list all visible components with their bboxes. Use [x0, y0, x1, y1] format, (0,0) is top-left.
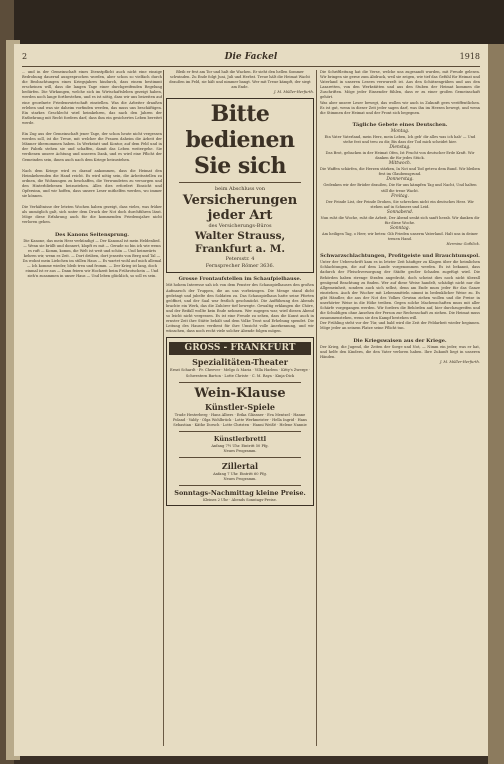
- theater-title: Spezialitäten-Theater: [192, 357, 288, 368]
- article-text: Der Krieg, die Jugend, die Zeiten der Sorge und Not, — Nimm ein jeder, was er hat, und helfe den Kindern, die den Vater verloren haben. Ihre Zukunft liegt in unseren Händen.: [320, 344, 480, 359]
- page-year: 1918: [459, 52, 480, 61]
- poem-text: Bleib er fest am Tor und halt die Wachen. Er sieht den hellen Sommer schwinden. Zu Ende folgt Juni, Juli und Herbst. Treue hält die Heimat Wacht draußen im Feld, sie hält und nimmer bangt. Wer mit Treue kämpft, der siegt am Ende.: [169, 70, 311, 90]
- zillertal-title: Zillertal: [221, 461, 259, 472]
- weinklause-title: Wein-Klause: [194, 385, 286, 401]
- article-title: Schwarzschlachtungen, Profitgeiste und Brauchtumspol.: [320, 253, 480, 260]
- kuenstlerbrettl-sub: Neues Programm.: [223, 448, 257, 453]
- ad-company-name: Walter Strauss, Frankfurt a. M.: [194, 230, 286, 256]
- prayer-day: Mittwoch.: [388, 161, 412, 167]
- insurance-ad: [166, 98, 314, 273]
- poem-text: Die Kanone, das mein Herz verkündigt — Der Kanonal ist mein Heldenlied. — Wenn sie brüllt und donnert, klopft es mit — Gerade so bin ich wie wenn es ruft — Komm, komm, die Welt ist weit und schön — Und heimwärts kehren wir, wenn es Zeit. — Dort drüben, dort jenseits von Berg und Tal — Da wohnt mein Liebchen im stillen Haus — Es wartet wohl auf mich allemal — Ich komme wieder, bleib treu und fromm. — Der Krieg ist lang, doch einmal ist er aus — Dann feiern wir Hochzeit beim Frührotschein — Und zieh'n zusammen in unser Haus — Und leben glücklich, so soll es sein.: [22, 238, 162, 279]
- author-signature: J. M. Müller-Herfurth.: [439, 359, 480, 364]
- prayer-day: Donnerstag.: [386, 177, 414, 183]
- prayer-text: Am heiligen Tag, o Herr, wir beten: Gib Frieden unserm Vaterland. Halt uns in deiner treuen Hand.: [322, 231, 478, 242]
- column-left: [22, 70, 162, 750]
- prayer-day: Sonntag.: [390, 225, 410, 231]
- zillertal-sub: Neues Programm.: [223, 477, 257, 482]
- zillertal-info: Anfang 7 Uhr. Eintritt 60 Pfg.: [213, 472, 267, 477]
- prayer-day: Sonnabend.: [386, 209, 414, 215]
- ad-headline: Bitte bedienen Sie sich: [185, 101, 295, 180]
- ad-text: des Versicherungs-Büros: [208, 223, 272, 230]
- weinklause-subtitle: Künstler-Spiele: [205, 401, 275, 412]
- article-text: Unter der Ueberschrift kam es in letzter Zeit häufiger zu Klagen über die heimlichen Schlachtungen, die auf dem Lande vorgenommen werden. Es ist bekannt, dass dadurch der Fleischversorgung der Städte großer Schaden zugefügt wird. Die Behörden haben strenge Strafen angedroht, doch scheint dies noch nicht überall genügend Beachtung zu finden. Wer auf diese Weise handelt, schädigt nicht nur die Allgemeinheit, sondern auch sich selbst, denn am Ende muss jeder für das Ganze einstehen. Auch der Wucher mit Lebensmitteln nimmt in bedenklicher Weise zu. Es gibt Händler, die aus der Not des Volkes Gewinn ziehen wollen und die Preise in unerhörter Weise in die Höhe treiben. Gegen solche Machenschaften muss mit aller Schärfe vorgegangen werden. Wir fordern die Behörden auf, hier durchzugreifen und die Schuldigen ohne Ansehen der Person zur Rechenschaft zu ziehen. Die Heimat muss zusammenstehen, wenn sie den Kampf bestehen will.: [320, 260, 480, 321]
- article-text: Der Frühling steht vor der Tür, und bald wird die Zeit der Feldarbeit wieder beginnen. Möge jeder an seinem Platze seine Pflicht tun.: [320, 321, 480, 331]
- prayer-day: Montag.: [390, 128, 410, 134]
- article-title: Grosse Frontaufstellen im Schaufpielhause.: [178, 276, 302, 283]
- article-text: Was aber unsere Leser bewegt, das wollen wir auch in Zukunft gern veröffentlichen. Es ist gut, wenn in dieser Zeit jeder sagen darf, was ihn im Herzen bewegt, und wenn die Stimmen der Heimat und der Front sich begegnen.: [320, 100, 480, 115]
- column-divider: [163, 70, 164, 746]
- header-rule: [22, 66, 480, 67]
- page-number: 2: [22, 52, 28, 61]
- kuenstlerbrettl-info: Anfang 7½ Uhr. Eintritt 50 Pfg.: [211, 443, 269, 448]
- article-text: Die Schriftleitung hat die Verse, welche uns zugesandt wurden, mit Freude gelesen. Wir bringen sie gerne zum Abdruck, weil sie zeigen, wie tief das Gefühl für Heimat und Vaterland in unseren Lesern verwurzelt ist. Aus den Schützengräben und aus den Lazaretten, von den Werkstätten und aus den Stuben der Heimat kommen die Zuschriften. Möge jeder Einsender fühlen, dass er zu einer großen Gemeinschaft gehört.: [320, 70, 480, 100]
- right-page-edge: [488, 44, 504, 764]
- column-divider: [316, 70, 317, 746]
- theater-banner: GROSS - FRANKFURT: [169, 342, 311, 355]
- prayer-text: Nun ruht die Woche, ruht die Arbeit, Der Abend senkt sich sanft herab. Wir danken dir für diese Woche.: [320, 215, 480, 225]
- prayer-text: Das Brot, gebacken in der Heimat Ofen, Ist Frucht von deutscher Erde Kraft. Wir danken dir für jedes Stück.: [325, 151, 475, 161]
- newspaper-page: [14, 44, 488, 756]
- prayers-title: Tägliche Gebete eines Deutschen.: [352, 121, 448, 128]
- weinklause-program: Trude Hesterberg · Hans Albers · Erika Glässner · Eva Mentzel · Hanne Poland · Valdy · Olga Wohlbrück · Lotte Werkmeister · Hella Ingrid · Hans Sebastian · Käthe Dorsch · Lotte Christen · Hanni Weißé · Helene Nannie: [172, 412, 308, 427]
- masthead-title: Die Fackel: [224, 52, 278, 62]
- column-middle: [166, 70, 314, 750]
- theater-ad: [166, 337, 314, 506]
- prayer-day: Dienstag.: [389, 145, 411, 151]
- article-text: Die Verhältnisse der letzten Wochen haben gezeigt, dass vieles, was früher als unmöglich galt, sich unter dem Druck der Not doch durchführen lässt. Möge diese Erfahrung auch für die kommenden Friedensjahre nicht verloren gehen.: [22, 205, 162, 225]
- article-text: Mit hohem Interesse sah ich von dem Fenster des Schauspielhauses den großen Aufmarsch der Truppen, die an uns vorbeizogen. Die Menge stand dicht gedrängt und jubelte den Soldaten zu. Das Schauspielhaus hatte seine Pforten geöffnet, und der Saal war festlich geschmückt. Die Aufführung des Abends brachte ein Werk, das die Zuhörer tief bewegte. Gewaltig erklangen die Chöre, und der Beifall wollte kein Ende nehmen. Wer zugegen war, wird diesen Abend so leicht nicht vergessen. Es ist eine Freude zu sehen, dass die Kunst auch in ernster Zeit ihre Stätte behält und dem Volke Trost und Erhebung spendet. Die Leitung des Hauses verdient für ihre Umsicht volle Anerkennung, und wir wünschen, dass noch recht viele solcher Abende folgen mögen.: [166, 283, 314, 334]
- prayer-text: Gedenken wir der Brüder draußen, Die für uns kämpfen Tag und Nacht, Und halten still die treue Wacht.: [323, 183, 477, 193]
- page-header: [22, 52, 480, 66]
- sunday-notice: Sonntags-Nachmittag kleine Preise.: [174, 489, 306, 498]
- author-signature: J. M. Müller-Herfurth.: [273, 90, 314, 95]
- prayer-text: Die Waffen schärfen, die Herzen stärken, In Not und Tod getreu dem Bund. Wir bleiben fest im Glaubensgrund.: [320, 167, 480, 177]
- ad-address: Petersstr. 4: [225, 256, 255, 263]
- article-title: Die Kriegswaisen aus der Kriege.: [353, 337, 447, 344]
- prayer-text: Der Feinde List, der Feinde Drohen, Sie schrecken nicht ein deutsches Herz. Wir stehen auf in Schmerz und Leid.: [326, 199, 474, 209]
- article-text: Ein Zug aus der Gemeinschaft jener Tage, der schon heute nicht vergessen werden soll, ist die Treue, mit welcher die Frauen daheim die Arbeit der Männer übernommen haben. In Werkstatt und Kontor, auf dem Feld und in der Fabrik stehen sie und schaffen, damit das Leben weitergehe. Sie verdienen unsere Achtung und unseren Dank, und es wird eine Pflicht der Gemeinden sein, ihnen auch nach dem Kriege beizustehen.: [22, 132, 162, 162]
- scan-top-edge: [14, 0, 504, 44]
- article-text: ... und in der Gemeinschaft eines Dienstpflicht auch nicht eine einzige Bedrohung dauernd ausgesprochen worden, aber schon so vielfach durch die Beobachtungen eines Kriegsjahres hindurch, dass einem bestimmt erscheinen will, dass die langen Tage einer durchgreifenden Regelung bedürfen. Die Wirkungen, welche sich im Wirtschaftsleben gezeigt haben, werden noch lange fortbestehen, und es ist nötig, dass wir uns beizeiten auf eine geordnete Friedenswirtschaft einstellen. Was die Arbeiter draußen erleben und was sie daheim vorfinden werden, das muss uns beschäftigen. Ein starkes Geschlecht wird heimkehren, das nach den Jahren der Entbehrung mit Recht fordern darf, dass ihm ein gesichertes Leben bereitet werde.: [22, 70, 162, 125]
- article-text: Nach dem Kriege wird es darauf ankommen, dass die Heimat den Heimkehrenden die Hand reicht. Es wird nötig sein, die Arbeitsstellen zu ordnen, die Wohnungen zu beschaffen, die Verwundeten zu versorgen und den Hinterbliebenen beizustehen. Alles dies erfordert Einsicht und Opfersinn, und wir hoffen, dass unsere Leser mithelfen werden, wo immer sie können.: [22, 168, 162, 199]
- prayer-day: Freitag.: [391, 193, 409, 199]
- poem-title: Des Kanons Seitensprung.: [54, 231, 130, 238]
- ad-insurance-line1: Versicherungen: [182, 193, 298, 209]
- theater-program: Ernst Schardt · Fr. Cheever · Melgo & Maria · Villa Harlem · Kitty's Zwerge · Schwestern Barton · Lotte Christe · C. M. Raya · Kinja-Dick: [169, 368, 311, 378]
- author-signature: Hermine Gothlick.: [446, 242, 480, 247]
- column-right: [320, 70, 480, 750]
- sunday-info: Kleines 2 Uhr · Abends Sonntags-Preise.: [203, 498, 277, 503]
- ad-text: beim Abschluss von: [214, 186, 266, 193]
- ad-phone: Fernsprecher Römer 3636.: [205, 263, 275, 270]
- ad-insurance-line2: jeder Art: [207, 208, 273, 224]
- kuenstlerbrettl-title: Künstlerbrettl: [213, 434, 267, 443]
- prayer-text: Ein Vater Vaterland, mein Herz, mein Leben, Ich geb' dir alles was ich hab' — Und stehe fest und treu zu dir, Bis dass der Tod mich scheidet hier.: [324, 134, 476, 144]
